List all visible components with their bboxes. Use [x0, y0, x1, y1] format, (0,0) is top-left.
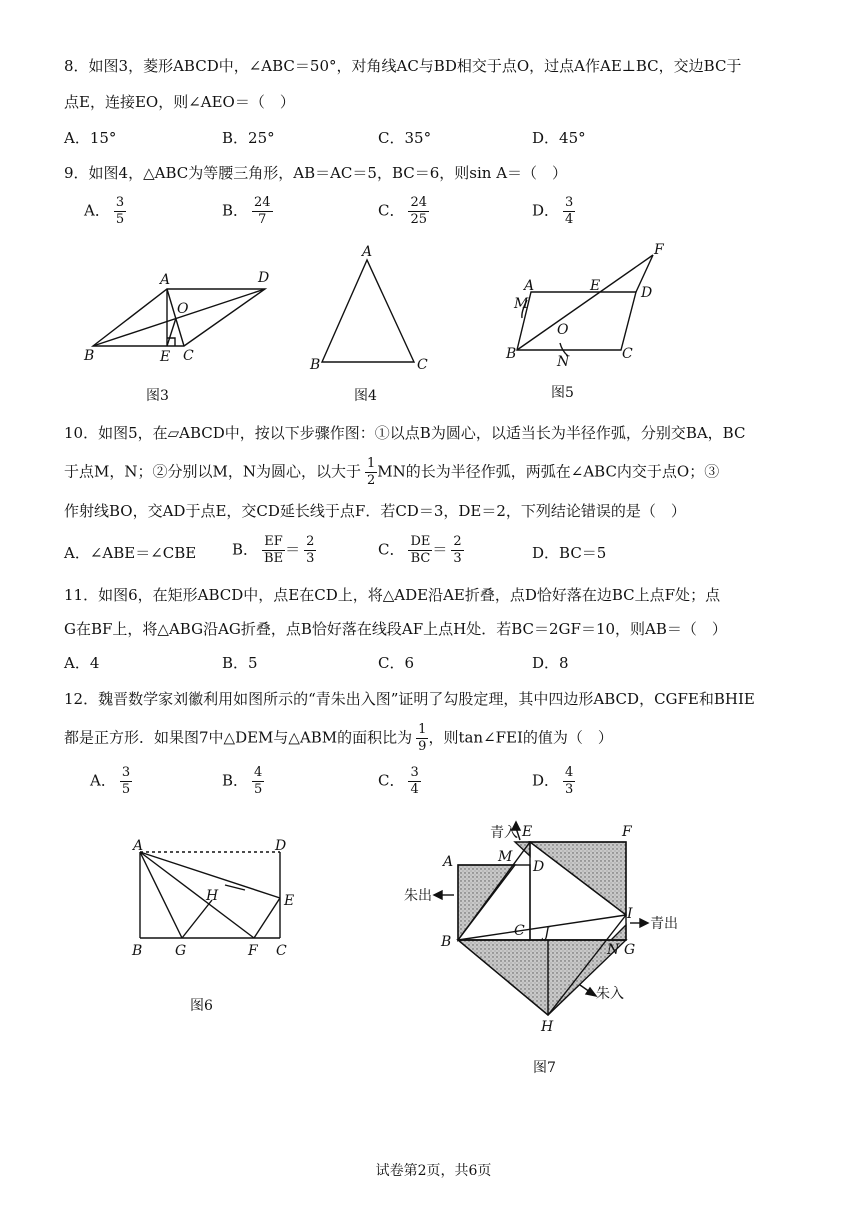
q9-option-b: B． $\frac{24}{7}$	[222, 195, 271, 227]
fig5-label-c: C	[622, 346, 633, 362]
fig7-label-f: F	[622, 824, 632, 840]
q8-line1: 8．如图3，菱形ABCD中，∠ABC＝50°，对角线AC与BD相交于点O，过点A作AE⊥BC，交边BC于	[64, 57, 742, 75]
fig6-label-c: C	[276, 943, 287, 959]
fig4-caption: 图4	[354, 388, 377, 404]
fig3-label-d: D	[258, 270, 270, 286]
q8-option-d: D．45°	[532, 129, 586, 147]
fig6-label-g: G	[175, 943, 187, 959]
q11-line2: G在BF上，将△ABG沿AG折叠，点B恰好落在线段AF上点H处．若BC＝2GF＝10，则AB＝（ ）	[64, 620, 727, 638]
fig3-label-b: B	[84, 348, 95, 364]
q8-option-c: C．35°	[378, 129, 432, 147]
fig7-qing-chu: 青出	[650, 916, 678, 932]
q11-option-d: D．8	[532, 654, 569, 672]
q12-option-d: D． $\frac{4}{3}$	[532, 765, 574, 797]
fig7-label-h: H	[541, 1019, 554, 1035]
fig5-label-e: E	[590, 278, 601, 294]
q10-option-b: B． $\frac{EF}{BE}$ ＝ $\frac{2}{3}$	[232, 534, 315, 566]
fig7-qing-ru: 青入	[490, 825, 518, 841]
q10-line3: 作射线BO，交AD于点E，交CD延长线于点F．若CD＝3，DE＝2，下列结论错误的是（ ）	[64, 502, 686, 520]
fig7-zhu-chu: 朱出	[404, 888, 432, 904]
q12-option-b: B． $\frac{4}{5}$	[222, 765, 263, 797]
fig7-label-b: B	[441, 934, 452, 950]
q12-option-a: A． $\frac{3}{5}$	[90, 765, 131, 797]
q10-line2: 于点M，N；②分别以M，N为圆心，以大于 $\frac{1}{2}$ MN的长为半径作弧，两弧在∠ABC内交于点O；③	[64, 456, 720, 488]
fig3-caption: 图3	[146, 388, 169, 404]
q9-option-d: D． $\frac{3}{4}$	[532, 195, 574, 227]
q12-line2: 都是正方形．如果图7中△DEM与△ABM的面积比为 $\frac{1}{9}$ ，则tan∠FEI的值为（ ）	[64, 722, 613, 754]
fig7-label-e: E	[522, 824, 533, 840]
fig7-label-d: D	[533, 859, 545, 875]
fig6-label-a: A	[133, 838, 144, 854]
q8-option-b: B．25°	[222, 129, 275, 147]
fig7-label-g: G	[624, 942, 636, 958]
q8-option-a: A．15°	[64, 129, 117, 147]
fig6-label-e: E	[284, 893, 295, 909]
fig5-label-a: A	[524, 278, 535, 294]
q12-line1: 12．魏晋数学家刘徽利用如图所示的“青朱出入图”证明了勾股定理，其中四边形ABCD，CGFE和BHIE	[64, 690, 755, 708]
fig3-label-e: E	[160, 349, 171, 365]
q9-line1: 9．如图4，△ABC为等腰三角形，AB＝AC＝5，BC＝6，则sin A＝（ ）	[64, 164, 568, 182]
q8-line2: 点E，连接EO，则∠AEO＝（ ）	[64, 93, 295, 111]
fig7-label-i: I	[627, 906, 633, 922]
fig5-label-f: F	[654, 242, 664, 258]
fig3-label-o: O	[177, 301, 189, 317]
q11-option-a: A．4	[64, 654, 100, 672]
fig5-label-m: M	[514, 296, 529, 312]
q11-option-b: B．5	[222, 654, 258, 672]
fig5-caption: 图5	[551, 385, 574, 401]
fig5-label-n: N	[557, 354, 570, 370]
fig7-label-m: M	[498, 849, 513, 865]
fig4-label-b: B	[310, 357, 321, 373]
q12-option-c: C． $\frac{3}{4}$	[378, 765, 419, 797]
page-footer: 试卷第2页，共6页	[375, 1163, 492, 1179]
fig7-zhu-ru: 朱入	[596, 986, 624, 1002]
fig7-label-n: N	[607, 942, 620, 958]
fig5-label-b: B	[506, 346, 517, 362]
q10-option-d: D．BC＝5	[532, 544, 607, 562]
fig6-label-b: B	[132, 943, 143, 959]
fig6-label-f: F	[248, 943, 258, 959]
fig6-label-d: D	[275, 838, 287, 854]
fig7-label-c: C	[514, 923, 525, 939]
fig3-label-c: C	[183, 348, 194, 364]
q10-line1: 10．如图5，在▱ABCD中，按以下步骤作图：①以点B为圆心，以适当长为半径作弧，分别交BA，BC	[64, 424, 746, 442]
fig7-label-a: A	[443, 854, 454, 870]
q11-option-c: C．6	[378, 654, 415, 672]
fig5-label-d: D	[641, 285, 653, 301]
q10-option-a: A．∠ABE＝∠CBE	[64, 544, 197, 562]
fig6-caption: 图6	[190, 998, 213, 1014]
fig3-label-a: A	[160, 272, 171, 288]
fig7-label-j: J	[544, 925, 550, 941]
q9-option-a: A． $\frac{3}{5}$	[84, 195, 125, 227]
q9-option-c: C． $\frac{24}{25}$	[378, 195, 428, 227]
q11-line1: 11．如图6，在矩形ABCD中，点E在CD上，将△ADE沿AE折叠，点D恰好落在边BC上点F处；点	[64, 586, 721, 604]
q10-option-c: C． $\frac{DE}{BC}$ ＝ $\frac{2}{3}$	[378, 534, 462, 566]
fig4-label-c: C	[417, 357, 428, 373]
fig5-label-o: O	[557, 322, 569, 338]
fig4-label-a: A	[362, 244, 373, 260]
fig6-label-h: H	[206, 888, 219, 904]
fig7-caption: 图7	[533, 1060, 556, 1076]
